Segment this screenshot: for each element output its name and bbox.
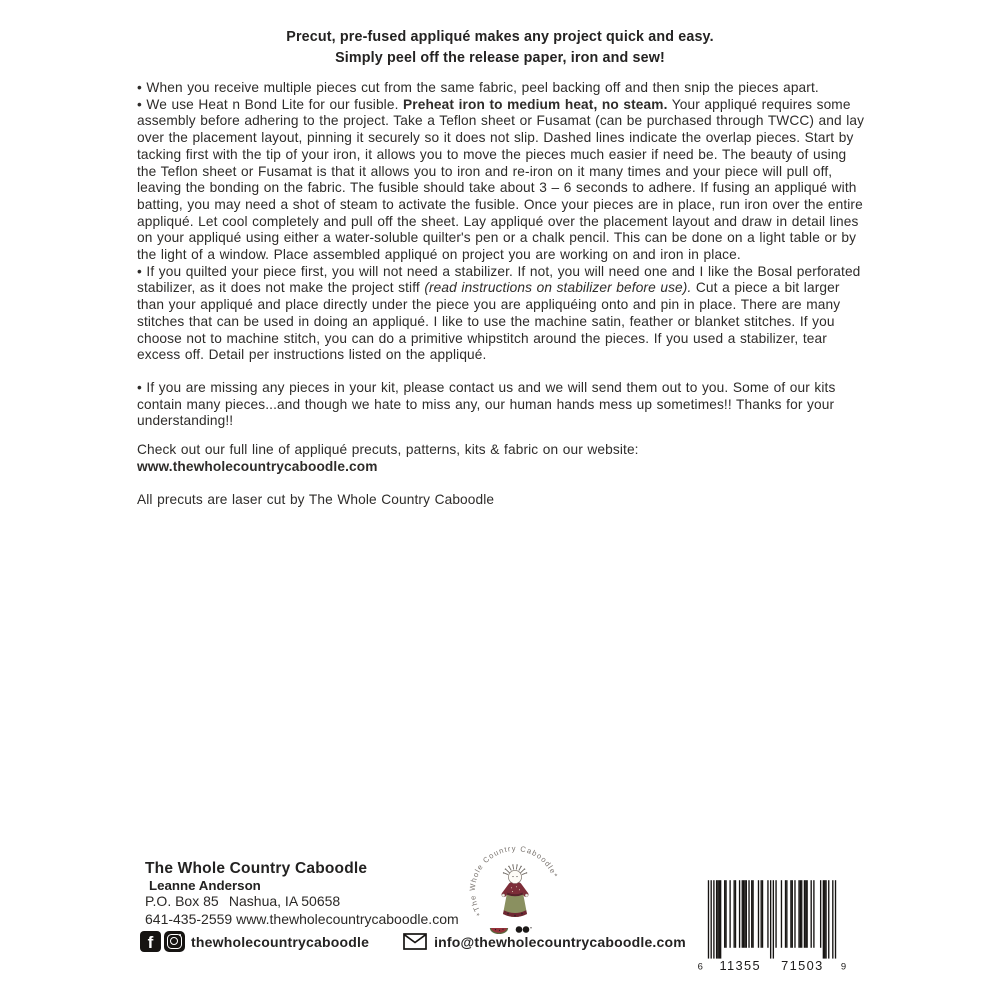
instruction-bullet-2: • We use Heat n Bond Lite for our fusible. Preheat iron to medium heat, no steam. Your appliqué requires some assembly before adhering to the project. Take a Teflon sheet or Fusamat (can be purchased through TWCC) and lay over the placement layout, pinning it securely so it does not slip. Dashed lines indicate the overlap pieces. Start by tacking first with the tip of your iron, it allows you to move the pieces much easier if need be. The beauty of using the Teflon sheet or Fusamat is that it allows you to iron and re-iron on it many times and your piece will pull off, leaving the bonding on the fabric. The fusible should take about 3 – 6 seconds to adhere. If fusing an appliqué with batting, you may need a shot of steam to activate the fusible. Once your pieces are in place, run iron over the entire appliqué. Let cool completely and pull off the sheet. Lay appliqué over the placement layout and draw in detail lines on your appliqué using either a water-soluble quilter's pen or a chalk pencil. This can be done on a light table or by the light of a window. Place assembled appliqué on project you are working on and iron in place. <box>137 96 865 263</box>
upc-barcode <box>697 880 847 975</box>
facebook-icon: f <box>140 931 161 952</box>
email-address: info@thewholecountrycaboodle.com <box>434 933 686 950</box>
instruction-bullet-3: • If you quilted your piece first, you will not need a stabilizer. If not, you will need one and I like the Bosal perforated stabilizer, as it does not make the project stiff (read instructions on stabilizer before use). Cut a piece a bit larger than your appliqué and place directly under the piece you are appliquéing onto and pin in place. There are many stitches that can be used in doing an appliqué. I like to use the machine satin, feather or blanket stitches. If you choose not to machine stitch, you can do a primitive whipstitch around the pieces. If you used a stabilizer, tear excess off. Detail per instructions listed on the appliqué. <box>137 263 861 363</box>
phone-number: 641-435-2559 <box>145 911 233 927</box>
page-header <box>0 27 1000 68</box>
missing-pieces-note: • If you are missing any pieces in your kit, please contact us and we will send them out to you. Some of our kits contain many pieces...and though we hate to miss any, our human hands mess up sometimes!! Thanks for your understanding!! <box>137 379 836 429</box>
barcode-group-2: 71503 <box>781 958 824 974</box>
doll-hand-right <box>525 894 528 897</box>
doll-eye-left <box>512 876 513 877</box>
website-promo-line: Check out our full line of appliqué precuts, patterns, kits & fabric on our website: www.thewholecountrycaboodle.com <box>137 442 639 474</box>
brand-name: The Whole Country Caboodle <box>145 860 368 877</box>
barcode-bars <box>708 880 836 958</box>
instagram-icon <box>164 931 185 952</box>
barcode-group-1: 11355 <box>719 958 761 974</box>
owner-name: Leanne Anderson <box>149 878 261 893</box>
instruction-bullet-1: • When you receive multiple pieces cut from the same fabric, peel backing off and then snip the pieces apart. <box>137 80 819 95</box>
doll-eye-right <box>516 876 517 877</box>
header-line-1: Precut, pre-fused appliqué makes any project quick and easy. <box>286 29 714 45</box>
logo-arc-text: *The Whole Country Caboodle* <box>467 843 560 918</box>
website-url: www.thewholecountrycaboodle.com <box>236 911 459 927</box>
barcode-left-digit: 6 <box>697 961 703 973</box>
laser-cut-note: All precuts are laser cut by The Whole Country Caboodle <box>137 492 495 508</box>
watermelon-icon <box>491 928 508 933</box>
shoes-icon <box>516 926 532 933</box>
header-line-2: Simply peel off the release paper, iron and sew! <box>335 49 665 66</box>
caboodle-logo <box>462 841 568 941</box>
doll-hand-left <box>502 894 505 897</box>
social-row <box>140 931 686 952</box>
city-state-zip: Nashua, IA 50658 <box>228 893 341 909</box>
email-icon <box>403 933 427 950</box>
doll-head <box>508 870 521 883</box>
social-handle: thewholecountrycaboodle <box>191 933 370 950</box>
po-box: P.O. Box 85 <box>145 893 219 909</box>
address-row <box>145 893 340 909</box>
doll-bodice <box>507 884 524 896</box>
phone-web-row <box>145 911 459 927</box>
barcode-right-digit: 9 <box>840 961 847 973</box>
instructions-text <box>137 80 868 509</box>
barcode-digits <box>698 958 846 973</box>
